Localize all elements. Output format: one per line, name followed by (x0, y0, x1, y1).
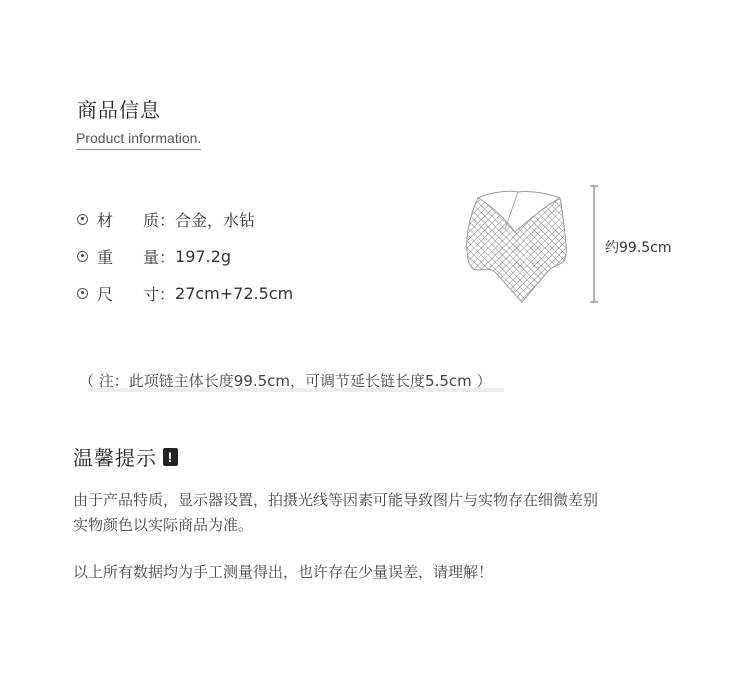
section-title: 商品信息 (77, 98, 161, 122)
spec-key-char2: 寸： (143, 284, 176, 304)
tips-paragraph-1 (73, 488, 673, 538)
dimension-label: 约99.5cm (605, 240, 672, 256)
spec-value: 197.2g (175, 246, 231, 266)
tips-heading (73, 442, 178, 471)
spec-key-char2: 质： (143, 210, 176, 230)
radio-bullet-icon (77, 251, 88, 262)
radio-bullet-icon (77, 288, 88, 299)
spec-value: 合金，水钻 (175, 210, 256, 230)
exclamation-icon: ! (163, 448, 178, 466)
spec-key-char1: 重 (97, 247, 114, 267)
spec-row-size (77, 282, 293, 304)
spec-key-char1: 材 (97, 210, 114, 230)
tips-line: 实物颜色以实际商品为准。 (73, 516, 254, 534)
section-subtitle: Product information. (76, 130, 201, 150)
radio-bullet-icon (77, 214, 88, 225)
spec-row-weight (77, 245, 231, 267)
spec-key-char2: 量： (143, 247, 176, 267)
length-note: （ 注：此项链主体长度99.5cm，可调节延长链长度5.5cm ） (79, 372, 492, 390)
spec-value: 27cm+72.5cm (175, 283, 294, 303)
spec-row-material (77, 208, 255, 230)
spec-key-char1: 尺 (97, 284, 114, 304)
tips-title: 温馨提示 (73, 446, 157, 470)
tips-line: 由于产品特质，显示器设置，拍摄光线等因素可能导致图片与实物存在细微差别 (73, 491, 599, 509)
tips-paragraph-2: 以上所有数据均为手工测量得出，也许存在少量误差，请理解！ (73, 563, 494, 581)
